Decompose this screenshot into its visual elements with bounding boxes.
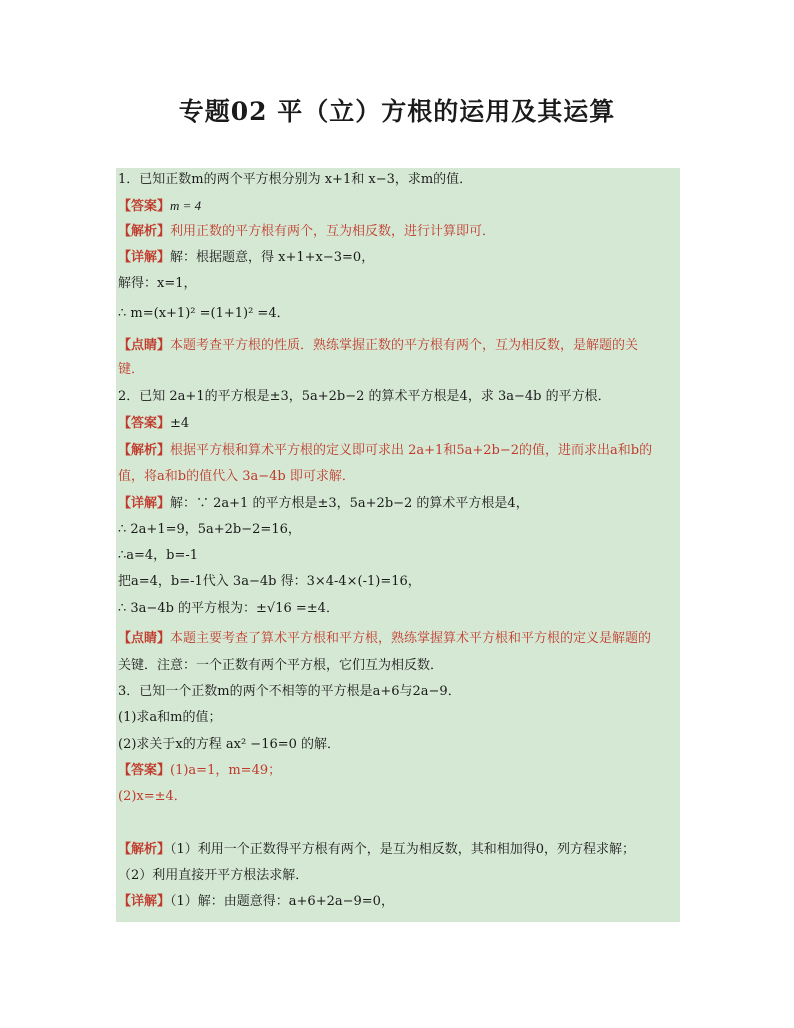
line-text: 1．已知正数m的两个平方根分别为 x+1和 x−3，求m的值． bbox=[118, 172, 473, 187]
line-text: 值，将a和b的值代入 3a−4b 即可求解． bbox=[118, 469, 355, 484]
content-line bbox=[118, 248, 676, 268]
content-line bbox=[118, 520, 676, 540]
content-line bbox=[118, 441, 676, 461]
line-text: ∴ m=(x+1)² =(1+1)² =4． bbox=[118, 306, 290, 321]
content-line bbox=[118, 682, 676, 702]
content-line bbox=[118, 336, 676, 356]
content-line bbox=[118, 360, 676, 380]
content-line bbox=[118, 170, 676, 190]
line-text: 把a=4，b=-1代入 3a−4b 得：3×4-4×(-1)=16， bbox=[118, 574, 421, 589]
content-line bbox=[118, 735, 676, 755]
line-text: 解得：x=1， bbox=[118, 276, 197, 291]
line-text: 关键．注意：一个正数有两个平方根，它们互为相反数． bbox=[118, 658, 444, 673]
line-text: 利用正数的平方根有两个，互为相反数，进行计算即可． bbox=[170, 224, 496, 239]
line-text: (2)x=±4． bbox=[118, 789, 187, 804]
section-tag: 【解析】 bbox=[118, 443, 171, 458]
content-line bbox=[118, 467, 676, 487]
content-line bbox=[118, 840, 676, 860]
content-line bbox=[118, 761, 676, 781]
content-line bbox=[118, 572, 676, 592]
content-line bbox=[118, 708, 676, 728]
content-line bbox=[118, 274, 676, 294]
line-text: （1）利用一个正数得平方根有两个，是互为相反数，其和相加得0，列方程求解； bbox=[170, 842, 636, 857]
solution-content bbox=[116, 168, 680, 922]
content-line bbox=[118, 222, 676, 242]
content-line bbox=[118, 196, 676, 217]
content-line bbox=[118, 546, 676, 566]
line-text: 解：∵ 2a+1 的平方根是±3，5a+2b−2 的算术平方根是4， bbox=[170, 496, 529, 511]
line-text: （2）利用直接开平方根法求解． bbox=[118, 868, 309, 883]
content-line bbox=[118, 629, 676, 649]
content-line bbox=[118, 304, 676, 324]
section-tag: 【详解】 bbox=[118, 496, 171, 511]
content-line bbox=[118, 414, 676, 434]
line-text: (2)求关于x的方程 ax² −16=0 的解． bbox=[118, 737, 341, 752]
line-text: ∴a=4，b=-1 bbox=[118, 548, 199, 563]
line-text: m = 4 bbox=[170, 198, 202, 213]
line-text: 本题考查平方根的性质．熟练掌握正数的平方根有两个，互为相反数，是解题的关 bbox=[170, 338, 639, 353]
content-line bbox=[118, 866, 676, 886]
content-line bbox=[118, 387, 676, 407]
section-tag: 【解析】 bbox=[118, 842, 171, 857]
content-line bbox=[118, 494, 676, 514]
section-tag: 【点睛】 bbox=[118, 631, 171, 646]
page-title: 专题02 平（立）方根的运用及其运算 bbox=[178, 97, 616, 126]
section-tag: 【解析】 bbox=[118, 224, 171, 239]
content-line bbox=[118, 656, 676, 676]
section-tag: 【点睛】 bbox=[118, 338, 171, 353]
line-text: 3．已知一个正数m的两个不相等的平方根是a+6与2a−9． bbox=[118, 684, 461, 699]
line-text: 根据平方根和算术平方根的定义即可求出 2a+1和5a+2b−2的值，进而求出a和b的 bbox=[170, 443, 653, 458]
line-text: 键． bbox=[118, 362, 145, 377]
line-text: (1)a=1，m=49； bbox=[170, 763, 282, 778]
line-text: 解：根据题意，得 x+1+x−3=0， bbox=[170, 250, 375, 265]
section-tag: 【答案】 bbox=[118, 763, 171, 778]
section-tag: 【答案】 bbox=[118, 199, 171, 214]
line-text: 本题主要考查了算术平方根和平方根，熟练掌握算术平方根和平方根的定义是解题的 bbox=[170, 631, 652, 646]
line-text: ±4 bbox=[170, 416, 190, 431]
content-line bbox=[118, 599, 676, 619]
line-text: ∴ 2a+1=9，5a+2b−2=16， bbox=[118, 522, 301, 537]
content-line bbox=[118, 787, 676, 807]
line-text: 2．已知 2a+1的平方根是±3，5a+2b−2 的算术平方根是4，求 3a−4b 的平方根． bbox=[118, 389, 611, 404]
line-text: （1）解：由题意得：a+6+2a−9=0， bbox=[170, 894, 394, 909]
section-tag: 【答案】 bbox=[118, 416, 171, 431]
section-tag: 【详解】 bbox=[118, 250, 171, 265]
line-text: (1)求a和m的值； bbox=[118, 710, 222, 725]
section-tag: 【详解】 bbox=[118, 894, 171, 909]
line-text: ∴ 3a−4b 的平方根为：±√16 =±4． bbox=[118, 601, 339, 616]
content-line bbox=[118, 892, 676, 912]
